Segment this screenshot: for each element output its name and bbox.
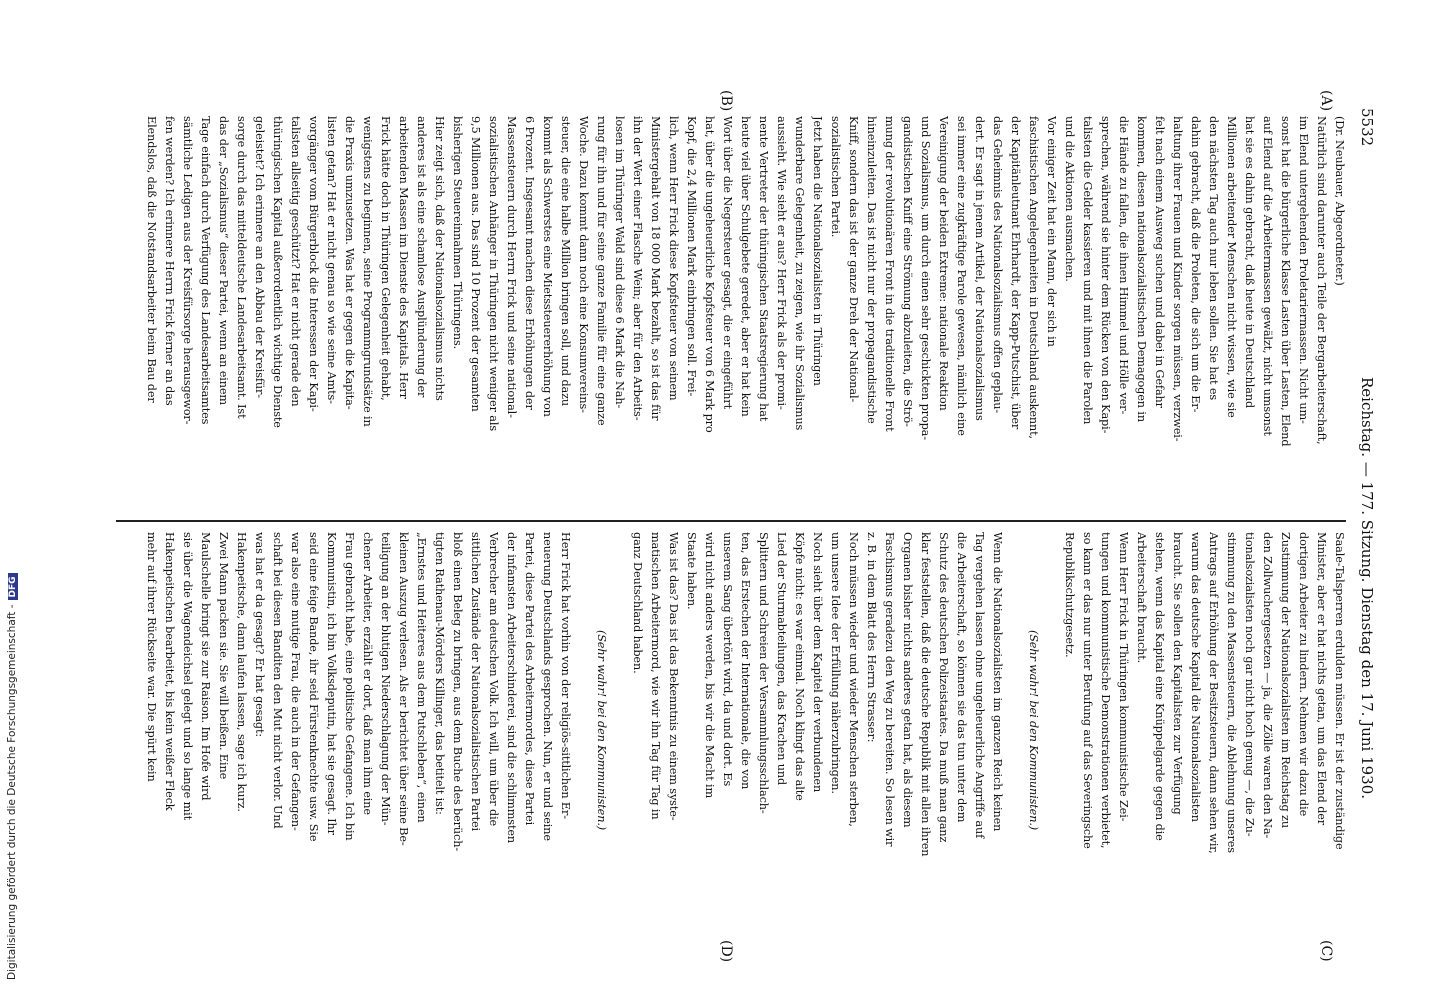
text-line: 9,5 Millionen aus. Das sind 10 Prozent der gesamten <box>469 116 482 412</box>
text-line: Kniff, sondern das ist der ganze Dreh der National- <box>847 116 860 403</box>
text-line: Lied der Sturmabteilungen, das Krachen und <box>775 532 788 786</box>
text-line: Zwei Mann packen sie. Sie will beißen. Eine <box>217 532 230 780</box>
text-line: Frau gebracht habe, eine politische Gefangene. Ich bin <box>343 532 356 841</box>
text-line: Frick hätte doch in Thüringen Gelegenheit gehabt, <box>379 116 392 401</box>
text-line: anderes ist als eine schamlose Ausplünderung der <box>415 116 428 398</box>
text-line: Hier zeigt sich, daß der Nationalsozialismus nichts <box>433 116 446 401</box>
text-line: kleinen Auszug verlesen. Als er berichtet über seine Be- <box>397 532 410 846</box>
text-line: faschistischen Angelegenheiten in Deutschland auskennt, <box>1027 116 1040 439</box>
text-line: sittlichen Zustände der Nationalsozialistischen Partei <box>469 532 482 831</box>
text-line: hineinzuleiten. Das ist nicht nur der propagandistische <box>865 116 878 424</box>
text-line: das der „Sozialismus“ dieser Partei, wenn an einem <box>217 116 230 405</box>
text-line: sie über die Wagendeichsel gelegt und so lange mit <box>181 532 194 821</box>
text-line: Faschismus geradezu den Weg zu bereiten. So lesen wir <box>883 532 896 847</box>
text-line: (Sehr wahr! bei den Kommunisten.) <box>1027 629 1040 831</box>
text-line: Organen bisher nichts anderes getan hat, als diesem <box>901 532 914 828</box>
text-line: lich, wenn Herr Frick diese Kopfsteuer von seinem <box>667 116 680 401</box>
text-line: sozialistischen Partei. <box>829 116 842 238</box>
text-line: nente Vertreter der thüringischen Staatsregierung hat <box>757 116 770 422</box>
digitization-note <box>6 0 22 980</box>
text-line: um unsere Idee der Erfüllung näherzubringen. <box>829 532 842 794</box>
text-line: Zustimmung der Nationalsozialisten im Reichstag zu <box>1279 532 1292 828</box>
text-line: die Hände zu fallen, die ihnen Himmel und Hölle ver- <box>1117 116 1130 415</box>
text-line: tungen und kommunistische Demonstrationen verbietet, <box>1099 532 1112 849</box>
text-line: die Arbeiterschaft, so können sie das tun unter dem <box>955 532 968 823</box>
text-line: Staate haben. <box>685 532 698 610</box>
text-line: Wenn die Nationalsozialisten im ganzen Reich keinen <box>991 532 1004 832</box>
text-line: matischen Arbeitermord, wie wir ihn Tag für Tag in <box>649 532 662 820</box>
text-line: „Ernstes und Heiteres aus dem Putschleben“, einen <box>415 532 428 823</box>
text-line: mehr auf ihrer Rückseite war. Die spürt kein <box>145 532 158 782</box>
text-line: Vereinigung der beiden Extreme: nationale Reaktion <box>937 116 950 411</box>
text-line: Arbeiterschaft braucht. <box>1135 532 1148 664</box>
text-line: was hat er da gesagt? Er hat gesagt: <box>253 532 266 738</box>
text-line: Ministergehalt von 18 000 Mark bezahlt, so ist das für <box>649 116 662 421</box>
text-line: Elendslos, daß die Notstandsarbeiter beim Bau der <box>145 116 158 403</box>
text-line: Splittern und Schreien der Versammlungsschlach- <box>757 532 770 814</box>
margin-mark-c: (C) <box>1318 940 1334 962</box>
text-line: Partei, diese Partei des Arbeitermordes, diese Partei <box>523 532 536 826</box>
text-line: rung für ihn und für seine ganze Familie für eine ganze <box>595 116 608 426</box>
text-line: Noch sieht über dem Kapitel der verbundenen <box>811 532 824 793</box>
text-line: sprechen, während sie hinter dem Rücken von den Kapi- <box>1099 116 1112 434</box>
text-line: Verbrecher am deutschen Volk. Ich will, um über die <box>487 532 500 827</box>
text-line: steuer, die eine halbe Million bringen soll, und dazu <box>559 116 572 407</box>
text-line: geleistet? Ich erinnere an den Abbau der Kreisfür- <box>253 116 266 398</box>
text-line: tigten Rathenau-Mörders Killinger, das betitelt ist: <box>433 532 446 815</box>
text-line: sonst hat die bürgerliche Klasse Lasten über Lasten, Elend <box>1279 116 1292 447</box>
text-line: Wenn Herr Frick in Thüringen kommunistische Zei- <box>1117 532 1130 822</box>
text-line: hat sie es dahin gebracht, daß heute in Deutschland <box>1243 116 1256 409</box>
dfg-logo: DFG <box>8 573 18 600</box>
text-line: teiligung an der blutigen Niederschlagung der Mün- <box>379 532 392 826</box>
text-line: Noch müssen wieder und wieder Menschen sterben, <box>847 532 860 827</box>
session-date: Dienstag den 17. Juni 1930. <box>1358 587 1376 800</box>
text-line: haltung ihrer Frauen und Kinder sorgen müssen, verzwei- <box>1171 116 1184 442</box>
text-line: Woche. Dazu kommt dann noch eine Konsumvereins- <box>577 116 590 413</box>
text-line: im Elend untergehenden Proletariermassen. Nicht um- <box>1297 116 1310 424</box>
text-line: war also eine mutige Frau, die auch in der Gefangen- <box>289 532 302 831</box>
text-line <box>610 532 628 928</box>
session-title-text: Reichstag. — 177. Sitzung. <box>1358 376 1376 583</box>
text-line: losen im Thüringer Wald sind diese 6 Mark die Nah- <box>613 116 626 409</box>
text-line: ten, das Erstechen der Internationale, die von <box>739 532 752 790</box>
text-line: talisten die Gelder kassieren und mit ihnen die Parolen <box>1081 116 1094 425</box>
text-line: sämtliche Ledigen aus der Kreisfürsorge herausgewor- <box>181 116 194 425</box>
text-line: Tage einfach durch Verfügung des Landesarbeitsamtes <box>199 116 212 425</box>
text-line: Köpfe nicht: es war einmal. Noch klingt das alte <box>793 532 806 801</box>
text-line: heute viel über Schulgebete geredet, aber er hat kein <box>739 116 752 417</box>
text-line: stimmung zu den Massensteuern, die Ablehnung unseres <box>1225 532 1238 853</box>
text-line: Wort über die Negersteuer gesagt, die er eingeführt <box>721 116 734 410</box>
page-header <box>1354 108 1376 960</box>
column-divider <box>116 520 1346 522</box>
text-line: Vor einiger Zeit hat ein Mann, der sich in <box>1045 116 1058 347</box>
text-line: sozialistischen Anhänger in Thüringen nicht weniger als <box>487 116 500 431</box>
text-line: thüringischen Kapital außerordentlich wichtige Dienste <box>271 116 284 428</box>
text-line: dert. Er sagt in jenem Artikel, der Nationalsozialismus <box>973 116 986 421</box>
digitization-note-text: Digitalisierung gefördert durch die Deutsche Forschungsgemeinschaft - <box>6 604 18 980</box>
text-line: ihn der Wert einer Flasche Wein; aber für den Arbeits- <box>631 116 644 421</box>
text-line: Massensteuern durch Herrn Frick und seine national- <box>505 116 518 418</box>
text-line: Schutz des deutschen Polizeistaates. Da muß man ganz <box>937 532 950 843</box>
text-line: kommen, diesen nationalsozialistischen Demagogen in <box>1135 116 1148 422</box>
text-line: braucht. Sie sollen den Kapitalisten zur Verfügung <box>1171 532 1184 815</box>
text-line: unserem Sang übertönt wird, da und dort. Es <box>721 532 734 787</box>
text-line: Kommunistin, ich bin Volksdeputin, hat sie gesagt. Ihr <box>325 532 338 835</box>
text-line: sorge durch das mitteldeutsche Landesarbeitsamt. Ist <box>235 116 248 419</box>
text-line: warum das deutsche Kapital die Nationalsozialisten <box>1189 532 1202 822</box>
text-line: wunderbare Gelegenheit, zu zeigen, wie ihr Sozialismus <box>793 116 806 431</box>
text-line: Minister, aber er hat nichts getan, um das Elend der <box>1315 532 1328 826</box>
text-line: schaft bei diesen Banditen den Mut nicht verlor. Und <box>271 532 284 829</box>
text-line: kommt als Schwerstes eine Mietssteuererhöhung von <box>541 116 554 417</box>
text-line: Hakenpeitsche, dann laufen lassen, sage ich kurz. <box>235 532 248 812</box>
text-line: listen getan? Hat er nicht genau so wie seine Amts- <box>325 116 338 404</box>
session-title <box>1358 328 1376 848</box>
text-line: talisten allseitig geschützt? Hat er nicht gerade den <box>289 116 302 407</box>
text-line: aussieht. Wie sieht er aus? Herr Frick als der promi- <box>775 116 788 410</box>
text-line: seid eine feige Bande, ihr seid Fürstenknechte usw. Sie <box>307 532 320 842</box>
text-line: ganz Deutschland haben. <box>631 532 644 674</box>
text-line: felt nach einem Ausweg suchen und dabei in Gefahr <box>1153 116 1166 408</box>
text-line: bisherigen Steuereinnahmen Thüringens. <box>451 116 464 350</box>
text-line <box>574 532 592 928</box>
text-line: stehen, wenn das Kapital eine Knüppelgarde gegen die <box>1153 532 1166 841</box>
text-line: Was ist das? Das ist das Bekenntnis zu einem syste- <box>667 532 680 821</box>
text-line: sei immer eine zugkräftige Parole gewesen, nämlich eine <box>955 116 968 436</box>
text-line: und Sozialismus, um durch einen sehr geschickten propa- <box>919 116 932 440</box>
text-line: auf Elend auf die Arbeitermassen gewälzt, nicht umsonst <box>1261 116 1274 436</box>
text-line: Saale-Talsperren erdulden müssen. Er ist der zuständige <box>1333 532 1346 850</box>
margin-mark-a: (A) <box>1318 90 1334 112</box>
text-line: fen werden? Ich erinnere Herrn Frick ferner an das <box>163 116 176 406</box>
text-line: Jetzt haben die Nationalsozialisten in Thüringen <box>811 116 824 386</box>
text-line: so kann er das nur unter Berufung auf das Severingsche <box>1081 532 1094 849</box>
text-line: und die Aktionen ausmachen. <box>1063 116 1076 282</box>
text-line <box>1042 532 1060 928</box>
text-line: Republikschutzgesetz. <box>1063 532 1076 658</box>
page-number: 5532 <box>1358 108 1376 147</box>
margin-mark-b: (B) <box>718 90 734 112</box>
text-line: mung der revolutionären Front in die traditionelle Front <box>883 116 896 432</box>
text-line <box>1006 532 1024 928</box>
text-line: bloß einen Beleg zu bringen, aus dem Buche des berüch- <box>451 532 464 852</box>
text-line: neuerung Deutschlands gesprochen. Nun, er und seine <box>541 532 554 841</box>
text-line: dortigen Arbeiter zu lindern. Nehmen wir dazu die <box>1297 532 1310 817</box>
text-line: Antrags auf Erhöhung der Besitzsteuern, dann sehen wir, <box>1207 532 1220 854</box>
text-line: wenigstens zu beginnen, seine Programmgrundsätze in <box>361 116 374 427</box>
text-line: Kopf, die 2,4 Millionen Mark einbringen soll. Frei- <box>685 116 698 397</box>
text-line: Hakenpeitschen bearbeitet, bis kein weißer Fleck <box>163 532 176 811</box>
text-line: 6 Prozent. Insgesamt machen diese Erhöhungen der <box>523 116 536 410</box>
text-line: z. B. in dem Blatt des Herrn Strasser: <box>865 532 878 743</box>
text-line: gandistischen Kniff eine Strömung abzuleiten, die Strö- <box>901 116 914 427</box>
right-text-column <box>108 532 1348 928</box>
text-line: vorgänger vom Bürgerblock die Interessen der Kapi- <box>307 116 320 412</box>
text-line: arbeitenden Massen im Dienste des Kapitals. Herr <box>397 116 410 399</box>
left-text-column <box>108 116 1348 512</box>
text-line: tionalsozialisten noch gar nicht hoch genug —, die Zu- <box>1243 532 1256 837</box>
text-line: den Zollwuchergesetzen — ja, die Zölle waren den Na- <box>1261 532 1274 839</box>
text-line: die Praxis umzusetzen. Was hat er gegen die Kapita- <box>343 116 356 410</box>
text-line: der infamsten Arbeiterschinderei, sind die schlimmsten <box>505 532 518 843</box>
text-line: das Geheimnis des Nationalsozialismus offen geplau- <box>991 116 1004 414</box>
text-line: hat, über die ungeheuerliche Kopfsteuer von 6 Mark pro <box>703 116 716 433</box>
text-line: (Sehr wahr! bei den Kommunisten.) <box>595 629 608 831</box>
text-line: chener Arbeiter, erzählt er dort, daß man ihm eine <box>361 532 374 815</box>
text-line: (Dr. Neubauer, Abgeordneter.) <box>1333 116 1346 286</box>
text-line: dahin gebracht, daß die Proleten, die sich um die Er- <box>1189 116 1202 413</box>
text-line: der Kapitänleutnant Ehrhardt, der Kapp-Putschist, über <box>1009 116 1022 430</box>
text-line: klar feststellen, daß die deutsche Republik mit allen ihren <box>919 532 932 857</box>
text-line: Herr Frick hat vorhin von der religiös-sittlichen Er- <box>559 532 572 819</box>
text-line: Maulschelle bringt sie zur Raison. Im Hofe wird <box>199 532 212 801</box>
text-line: wird nicht anders werden, bis wir die Macht im <box>703 532 716 799</box>
margin-mark-d: (D) <box>718 940 734 963</box>
text-line: Tag vergehen lassen ohne ungeheuerliche Angriffe auf <box>973 532 986 839</box>
text-line: Millionen arbeitender Menschen nicht wissen, wie sie <box>1225 116 1238 418</box>
text-line: den nächsten Tag auch nur leben sollen. Sie hat es <box>1207 116 1220 401</box>
text-line: Natürlich sind darunter auch Teile der Bergarbeiterschaft, <box>1315 116 1328 445</box>
